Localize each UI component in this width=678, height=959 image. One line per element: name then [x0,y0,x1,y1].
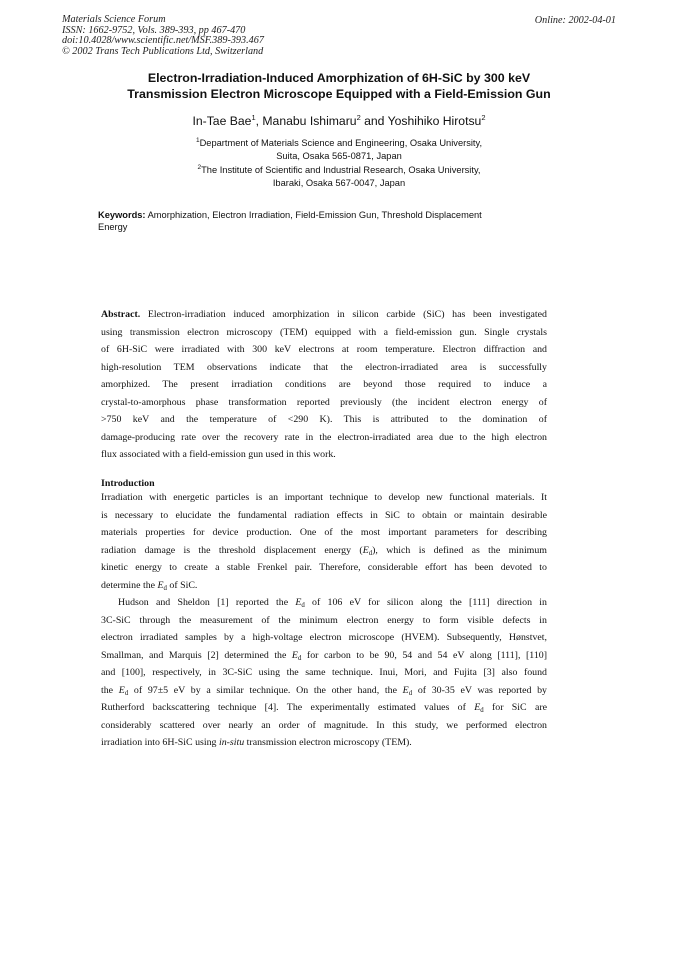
text-run: of 30-35 eV was reported by [412,684,547,696]
symbol-sub: d [301,602,305,609]
intro-line [101,699,547,717]
affil-line: The Institute of Scientific and Industrial Research, Osaka University, [201,165,481,175]
symbol-sub: d [368,549,373,557]
journal-name: Materials Science Forum [62,14,166,25]
keywords-label: Keywords: [98,210,146,220]
intro-line: is necessary to elucidate the fundamental radiation effects in SiC to obtain or maintain desirable [101,509,547,521]
author-name: In-Tae Bae [192,114,252,128]
text-run: Rutherford backscattering technique [4]. The experimentally estimated values of [101,702,475,713]
intro-line: considerably scattered over nearly an order of magnitude. In this study, we performed electron [101,719,547,731]
intro-line [101,594,547,612]
symbol-e: E [474,702,481,713]
title-line-2: Transmission Electron Microscope Equipped with a Field-Emission Gun [127,87,551,101]
abstract-line: amorphized. The present irradiation conditions are beyond those required to induce a [101,379,547,390]
intro-line: Irradiation with energetic particles is an important technique to develop new functional materials. It [101,492,547,503]
text-run: for SiC are [483,702,547,713]
text-run: ), which is defined as the minimum [372,544,547,556]
text-run: of 97±5 eV by a similar technique. On the other hand, the [128,684,403,696]
journal-header [62,15,382,57]
symbol-e: E [157,579,164,591]
text-run: of SiC. [166,579,198,591]
abstract-line: high-resolution TEM observations indicate that the electron-irradiated area is successfully [101,361,547,373]
intro-line [101,542,547,560]
copyright-line: © 2002 Trans Tech Publications Ltd, Switzerland [62,45,264,57]
intro-line: kinetic energy to create a stable Frenkel pair. Therefore, considerable effort has been devoted to [101,562,547,573]
text-run: Hudson and Sheldon [1] reported the [118,597,296,608]
abstract-line: using transmission electron microscopy (TEM) equipped with a field-emission gun. Single crystals [101,326,547,338]
symbol-e: E [362,544,369,556]
author-affil-mark: 2 [481,113,486,122]
author-affil-mark: 1 [251,113,256,122]
text-run: transmission electron microscopy (TEM). [244,737,412,748]
abstract-line: >750 keV and the temperature of <290 K). This is attributed to the domination of [101,414,547,425]
symbol-sub: d [297,654,302,662]
online-date: Online: 2002-04-01 [534,15,616,26]
symbol-sub: d [480,707,484,714]
affil-mark: 1 [195,137,200,144]
intro-line: electron irradiated samples by a high-voltage electron microscope (HVEM). Subsequently, Hønstvet, [101,632,547,643]
paper-title [60,70,618,102]
text-run: radiation damage is the threshold displacement energy ( [101,544,363,556]
keywords-text: Energy [98,222,128,232]
affil-line: Ibaraki, Osaka 567-0047, Japan [272,178,406,189]
italic-term: in-situ [218,737,245,748]
abstract [101,306,547,464]
text-run: for carbon to be 90, 54 and 54 eV along [111], [110] [301,649,547,661]
intro-line: materials properties for device production. One of the most important parameters for describing [101,527,547,538]
symbol-e: E [291,649,298,661]
abstract-line: damage-producing rate over the recovery rate in the electron-irradiated area due to the high electron [101,431,547,443]
symbol-e: E [295,597,302,608]
affiliation-1 [100,137,578,163]
intro-line [101,577,547,595]
intro-line [101,682,547,700]
keywords-text: Amorphization, Electron Irradiation, Field-Emission Gun, Threshold Displacement [145,210,482,220]
abstract-line: of 6H-SiC were irradiated with 300 keV electrons at room temperature. Electron diffraction and [101,344,547,355]
intro-line: 3C-SiC through the measurement of the minimum electron energy to form visible defects in [101,614,547,626]
author-list [60,113,618,129]
section-heading-introduction: Introduction [101,478,155,489]
text-run: determine the [101,579,158,591]
abstract-line: crystal-to-amorphous phase transformation reported previously (the incident electron energy of [101,396,547,408]
abstract-text: Electron-irradiation induced amorphization in silicon carbide (SiC) has been investigated [140,309,547,320]
symbol-sub: d [163,584,167,592]
author-name: Yoshihiko Hirotsu [387,114,482,128]
keywords [98,209,538,233]
text-run: Smallman, and Marquis [2] determined the [101,649,292,661]
intro-line: and [100], respectively, in 3C-SiC using the same technique. Inui, Mori, and Fujita [3] also found [101,667,547,678]
symbol-e: E [402,684,409,696]
abstract-line: flux associated with a field-emission gun used in this work. [101,449,336,460]
affil-line: Suita, Osaka 565-0871, Japan [276,151,402,162]
author-affil-mark: 2 [356,113,361,122]
intro-line [101,734,547,752]
intro-line [101,647,547,665]
symbol-e: E [118,684,125,696]
affil-line: Department of Materials Science and Engineering, Osaka University, [199,138,483,148]
affiliation-2 [100,164,578,190]
title-line-1: Electron-Irradiation-Induced Amorphization of 6H-SiC by 300 keV [147,71,531,85]
text-run: irradiation into 6H-SiC using [101,737,219,748]
author-separator: , [255,114,263,128]
abstract-line [101,306,547,324]
issn-line: ISSN: 1662-9752, Vols. 389-393, pp 467-470 [62,24,246,36]
symbol-sub: d [408,689,413,697]
abstract-label: Abstract. [101,309,141,320]
symbol-sub: d [124,689,129,697]
affil-mark: 2 [197,164,202,171]
text-run: the [101,684,119,696]
doi-line[interactable]: doi:10.4028/www.scientific.net/MSF.389-393.467 [62,35,264,47]
text-run: of 106 eV for silicon along the [111] direction in [304,597,547,608]
introduction-body [101,489,547,752]
author-name: Manabu Ishimaru [262,114,357,128]
author-separator: and [360,114,388,128]
